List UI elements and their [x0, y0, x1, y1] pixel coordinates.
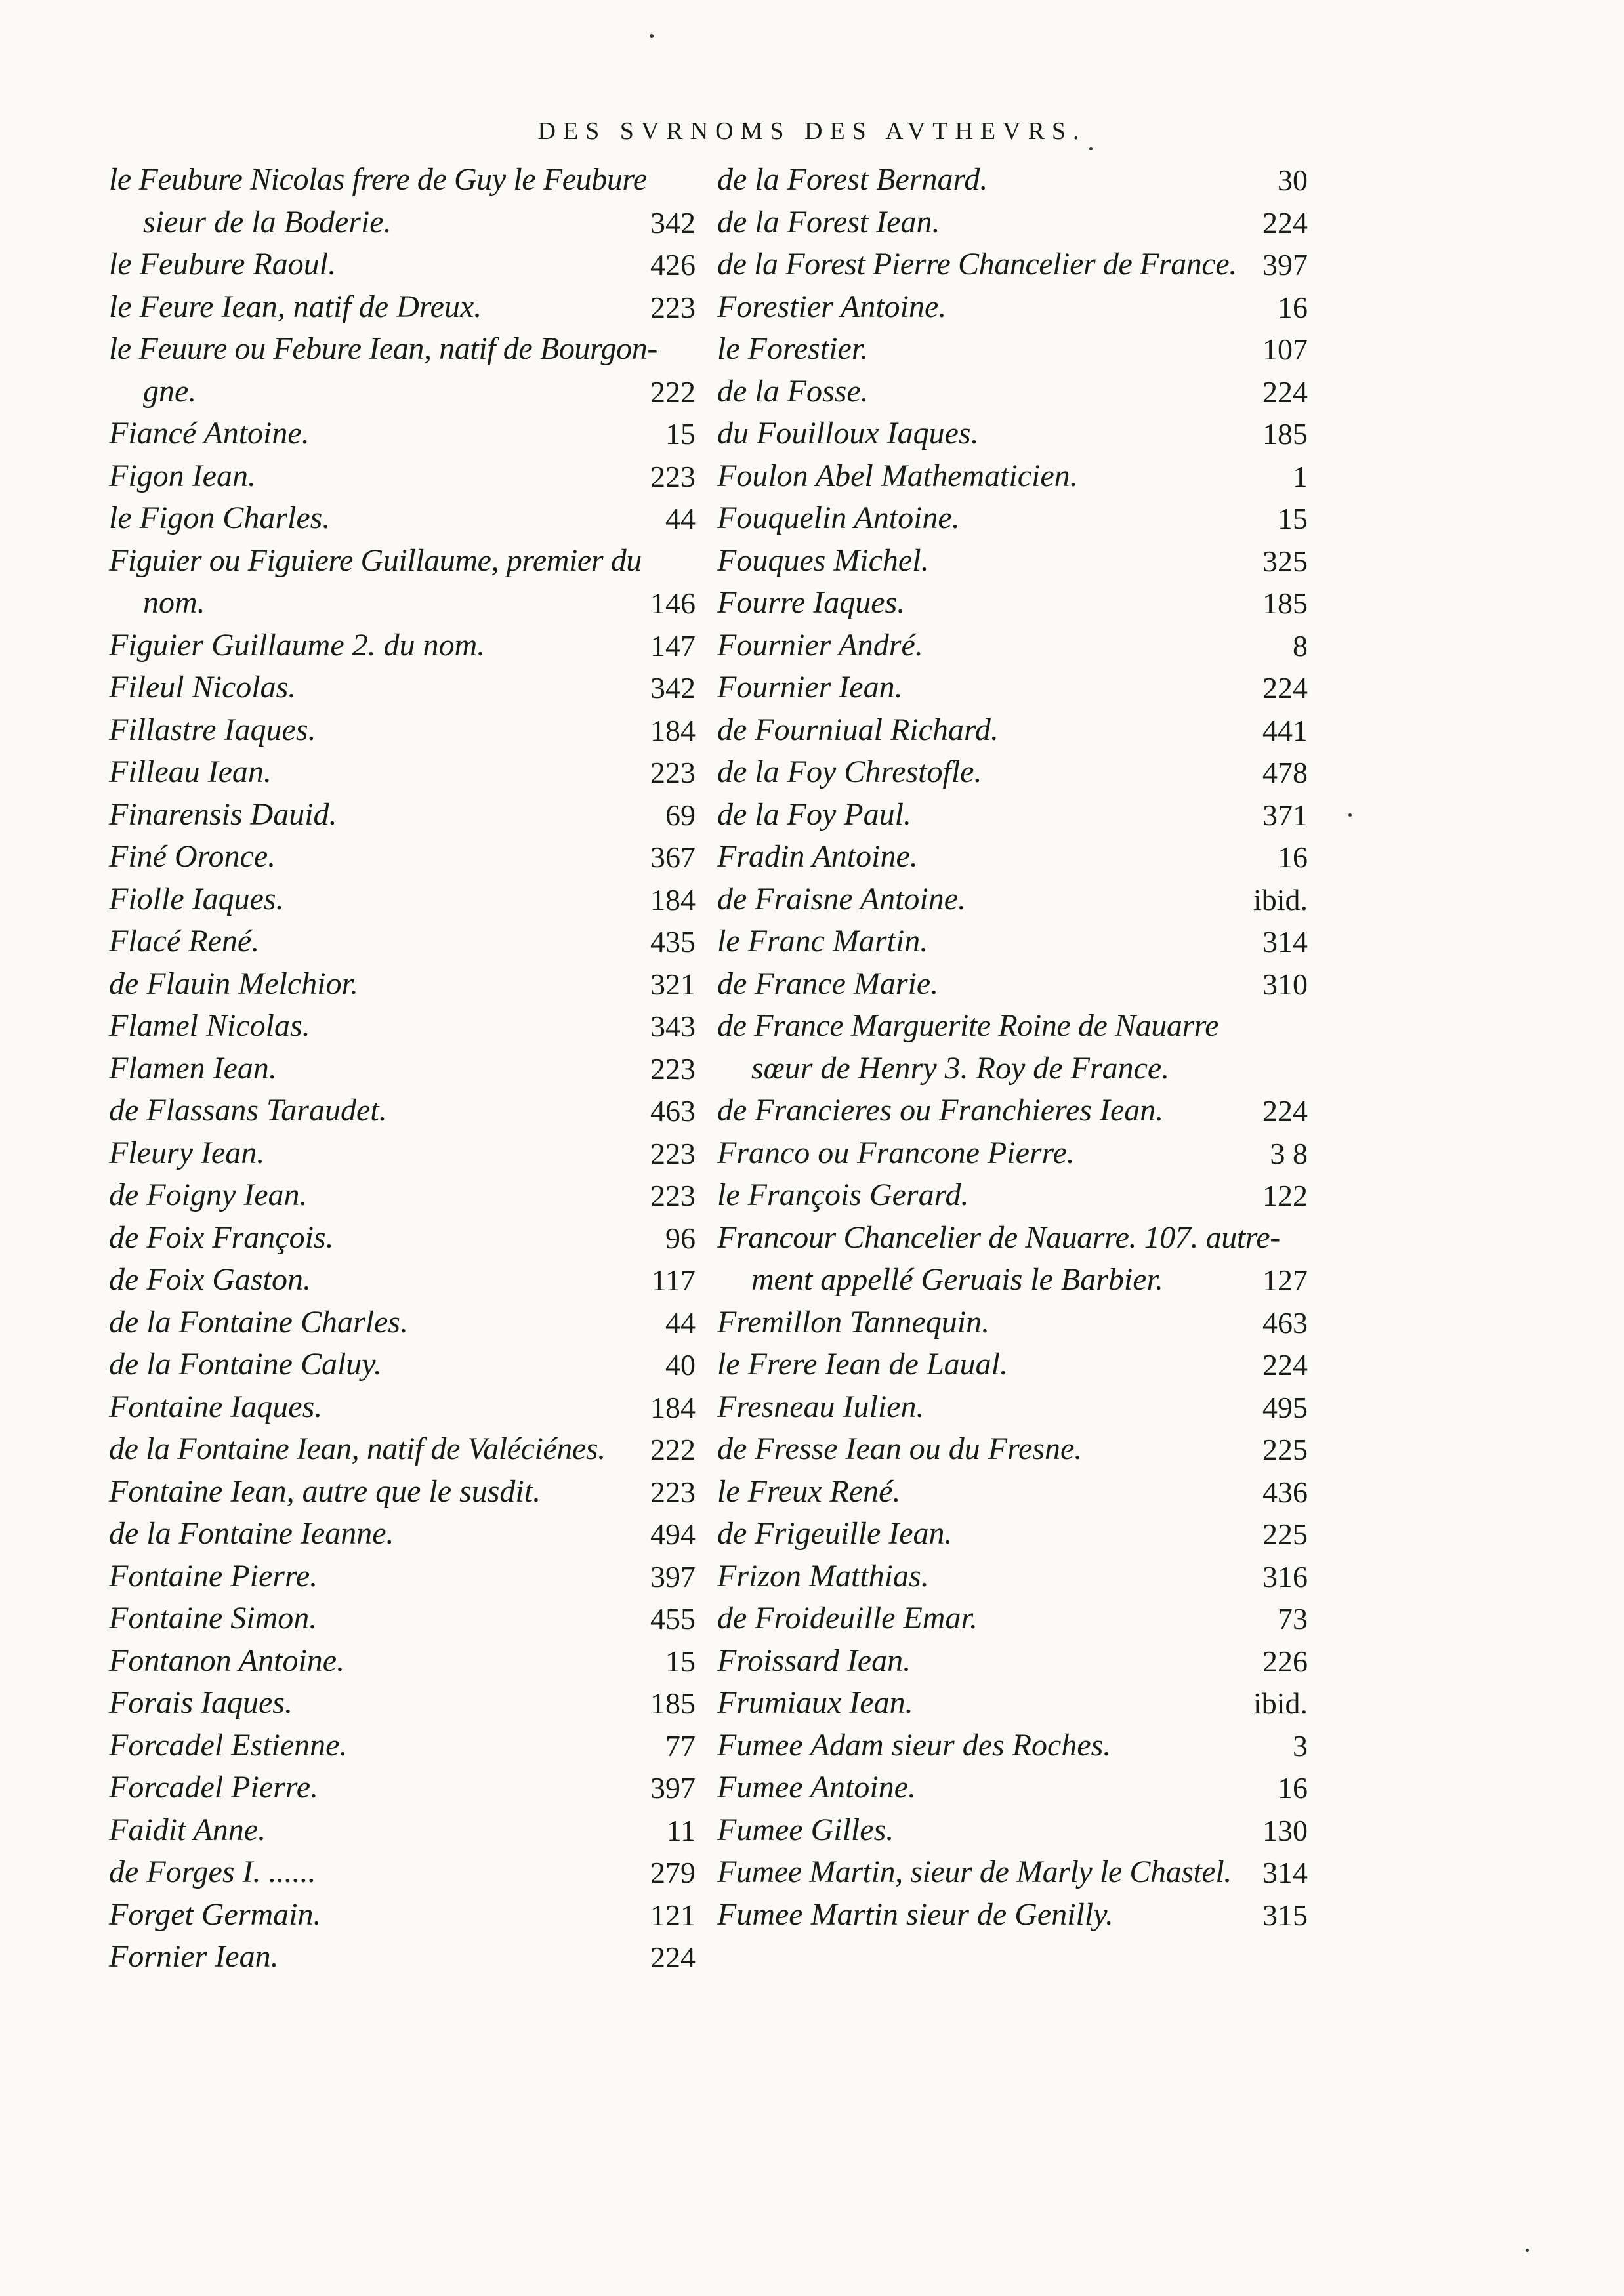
index-entry	[717, 1554, 1308, 1597]
entry-name: Fiancé Antoine.	[109, 416, 310, 451]
entry-page-number: 146	[650, 586, 696, 620]
index-entry	[109, 1850, 696, 1893]
entry-page-number: 15	[1278, 502, 1308, 535]
entry-name: Filleau Iean.	[109, 754, 272, 789]
index-entry	[717, 1385, 1308, 1427]
index-entry	[109, 157, 696, 200]
entry-name: le Feubure Raoul.	[109, 247, 337, 281]
entry-page-number: 185	[650, 1687, 696, 1720]
index-entry	[717, 1046, 1308, 1089]
entry-name: de la Forest Iean.	[717, 204, 940, 239]
entry-name: Finé Oronce.	[109, 839, 276, 874]
index-entry	[109, 496, 696, 539]
entry-name: de France Marie.	[717, 966, 939, 1001]
entry-page-number: 1	[1293, 459, 1308, 493]
index-entry	[717, 665, 1308, 708]
entry-page-number: 314	[1262, 1856, 1308, 1889]
entry-page-number: ibid.	[1253, 1687, 1308, 1720]
entry-page-number: 223	[650, 459, 696, 493]
index-entry	[717, 1893, 1308, 1935]
index-entry	[109, 1808, 696, 1851]
entry-page-number: 44	[665, 1305, 696, 1340]
index-column-left	[109, 157, 696, 1977]
index-entry	[109, 539, 696, 581]
index-entry	[109, 1723, 696, 1766]
entry-page-number: 3	[1293, 1729, 1308, 1763]
index-entry	[109, 1469, 696, 1512]
entry-name: Fumee Antoine.	[717, 1770, 917, 1805]
ink-speck	[650, 34, 654, 38]
index-entry	[717, 919, 1308, 962]
entry-name: Fumee Martin sieur de Genilly.	[717, 1896, 1114, 1932]
entry-page-number: 224	[650, 1940, 696, 1974]
entry-name: le Feubure Nicolas frere de Guy le Feubure	[109, 162, 647, 197]
index-entry	[109, 411, 696, 454]
entry-name: de Foix Gaston.	[109, 1262, 311, 1297]
index-entry	[109, 665, 696, 708]
entry-page-number: 222	[650, 1433, 696, 1466]
index-entry	[717, 581, 1308, 623]
entry-name: Fumee Gilles.	[717, 1812, 894, 1847]
entry-page-number: 223	[650, 1475, 696, 1509]
ink-speck	[1526, 2249, 1529, 2252]
entry-page-number: 16	[1278, 840, 1308, 874]
entry-name: Faidit Anne.	[109, 1812, 266, 1847]
entry-name: Fouquelin Antoine.	[717, 501, 960, 535]
entry-page-number: 325	[1262, 544, 1308, 578]
index-entry	[109, 1596, 696, 1639]
entry-page-number: 435	[650, 925, 696, 958]
index-entry	[109, 1004, 696, 1046]
entry-name: Flacé René.	[109, 924, 260, 958]
entry-page-number: 184	[650, 713, 696, 747]
index-entry	[717, 1765, 1308, 1808]
entry-name: Flamen Iean.	[109, 1050, 277, 1086]
index-entry	[717, 327, 1308, 369]
index-entry	[109, 708, 696, 750]
entry-name: de la Fontaine Iean, natif de Valéciénes.	[109, 1431, 606, 1466]
entry-name: de la Fosse.	[717, 373, 869, 409]
entry-page-number: ibid.	[1253, 882, 1308, 916]
entry-page-number: 96	[665, 1221, 696, 1255]
entry-page-number: 223	[650, 290, 696, 324]
entry-name: Fontaine Simon.	[109, 1601, 318, 1635]
entry-name: Franco ou Francone Pierre.	[717, 1135, 1075, 1170]
index-entry	[109, 834, 696, 877]
entry-name: Froissard Iean.	[717, 1643, 911, 1678]
index-entry	[109, 285, 696, 327]
index-entry	[717, 1808, 1308, 1851]
entry-name: Frumiaux Iean.	[717, 1685, 913, 1720]
entry-page-number: 426	[650, 248, 696, 281]
entry-name: le Freux René.	[717, 1473, 901, 1509]
index-entry	[109, 1258, 696, 1300]
entry-page-number: 73	[1278, 1602, 1308, 1635]
index-entry	[109, 792, 696, 835]
index-entry	[109, 327, 696, 369]
index-entry	[717, 1216, 1308, 1258]
index-entry	[717, 1723, 1308, 1766]
index-entry	[109, 1088, 696, 1131]
entry-name: ment appellé Geruais le Barbier.	[751, 1262, 1163, 1297]
entry-name: de Froideuille Emar.	[717, 1601, 978, 1635]
entry-page-number: 316	[1262, 1559, 1308, 1593]
entry-page-number: 185	[1262, 586, 1308, 620]
entry-page-number: 44	[665, 502, 696, 535]
entry-page-number: 226	[1262, 1644, 1308, 1678]
index-entry	[109, 1300, 696, 1343]
entry-page-number: 222	[650, 375, 696, 409]
entry-page-number: 343	[650, 1010, 696, 1043]
index-entry	[717, 877, 1308, 920]
entry-page-number: 15	[665, 417, 696, 451]
entry-page-number: 184	[650, 1390, 696, 1424]
index-entry	[109, 1131, 696, 1174]
index-entry	[109, 962, 696, 1004]
entry-name: de Francieres ou Franchieres Iean.	[717, 1093, 1164, 1128]
entry-name: de Flauin Melchior.	[109, 966, 358, 1001]
entry-page-number: 130	[1262, 1813, 1308, 1847]
index-entry	[717, 369, 1308, 412]
entry-name: de la Fontaine Caluy.	[109, 1347, 382, 1382]
entry-name: Francour Chancelier de Nauarre. 107. autre-	[717, 1220, 1280, 1255]
entry-page-number: 15	[665, 1644, 696, 1678]
entry-page-number: 224	[1262, 1094, 1308, 1128]
index-entry	[717, 1088, 1308, 1131]
entry-name: sieur de la Boderie.	[143, 204, 392, 239]
index-entry	[717, 539, 1308, 581]
entry-name: Fournier André.	[717, 627, 923, 663]
entry-page-number: 279	[650, 1856, 696, 1889]
entry-page-number: 16	[1278, 1771, 1308, 1805]
index-entry	[717, 1639, 1308, 1681]
index-entry	[109, 877, 696, 920]
index-entry	[717, 834, 1308, 877]
index-entry	[109, 1893, 696, 1935]
index-entry	[109, 623, 696, 666]
index-entry	[717, 157, 1308, 200]
entry-page-number: 11	[666, 1813, 696, 1847]
entry-page-number: 40	[665, 1348, 696, 1382]
entry-page-number: 224	[1262, 375, 1308, 409]
index-entry	[109, 1765, 696, 1808]
index-entry	[109, 750, 696, 792]
entry-page-number: 463	[650, 1094, 696, 1128]
entry-page-number: 184	[650, 882, 696, 916]
entry-name: nom.	[143, 585, 205, 620]
entry-name: Fumee Adam sieur des Roches.	[717, 1727, 1112, 1763]
entry-name: Figuier Guillaume 2. du nom.	[109, 627, 486, 663]
entry-name: Fournier Iean.	[717, 670, 903, 705]
index-entry	[109, 1554, 696, 1597]
index-entry	[717, 1427, 1308, 1469]
entry-name: Fontaine Pierre.	[109, 1558, 318, 1593]
entry-page-number: 397	[1262, 248, 1308, 281]
entry-page-number: 224	[1262, 1348, 1308, 1382]
entry-page-number: 223	[650, 1136, 696, 1170]
entry-name: Fontaine Iean, autre que le susdit.	[109, 1473, 541, 1509]
index-entry	[717, 708, 1308, 750]
entry-name: de la Forest Bernard.	[717, 162, 988, 197]
entry-name: le Figon Charles.	[109, 501, 331, 535]
index-entry	[109, 369, 696, 412]
index-entry	[109, 1216, 696, 1258]
index-entry	[109, 1639, 696, 1681]
entry-page-number: 436	[1262, 1475, 1308, 1509]
entry-name: Figon Iean.	[109, 458, 256, 493]
entry-page-number: 478	[1262, 756, 1308, 789]
index-entry	[109, 242, 696, 285]
entry-name: le Forestier.	[717, 331, 869, 366]
entry-name: Fremillon Tannequin.	[717, 1304, 990, 1340]
entry-page-number: 342	[650, 205, 696, 239]
index-entry	[717, 962, 1308, 1004]
entry-name: de la Foy Paul.	[717, 796, 911, 832]
index-entry	[109, 1173, 696, 1216]
index-entry	[717, 1511, 1308, 1554]
entry-name: Fleury Iean.	[109, 1135, 265, 1170]
entry-page-number: 310	[1262, 967, 1308, 1001]
entry-name: le François Gerard.	[717, 1178, 969, 1212]
index-entry	[717, 285, 1308, 327]
entry-page-number: 122	[1262, 1179, 1308, 1212]
entry-name: de France Marguerite Roine de Nauarre	[717, 1008, 1219, 1043]
entry-name: le Frere Iean de Laual.	[717, 1347, 1008, 1382]
index-entry	[109, 1935, 696, 1977]
entry-name: Fouques Michel.	[717, 543, 929, 578]
entry-page-number: 367	[650, 840, 696, 874]
entry-page-number: 147	[650, 628, 696, 663]
entry-page-number: 127	[1262, 1263, 1308, 1297]
index-entry	[717, 411, 1308, 454]
entry-page-number: 117	[651, 1263, 696, 1297]
entry-page-number: 30	[1278, 163, 1308, 197]
index-entry	[109, 1046, 696, 1089]
entry-page-number: 397	[650, 1559, 696, 1593]
index-entry	[717, 200, 1308, 243]
entry-name: Fresneau Iulien.	[717, 1389, 925, 1424]
index-entry	[717, 1469, 1308, 1512]
entry-page-number: 223	[650, 1052, 696, 1086]
index-entry	[717, 1258, 1308, 1300]
entry-page-number: 185	[1262, 417, 1308, 451]
entry-page-number: 342	[650, 671, 696, 705]
entry-name: Forais Iaques.	[109, 1685, 293, 1720]
entry-page-number: 69	[665, 798, 696, 832]
entry-name: Fiolle Iaques.	[109, 881, 284, 916]
entry-name: de la Fontaine Charles.	[109, 1304, 408, 1340]
index-entry	[717, 623, 1308, 666]
index-entry	[717, 792, 1308, 835]
page-header: DES SVRNOMS DES AVTHEVRS.	[537, 117, 1087, 145]
index-entry	[109, 1511, 696, 1554]
entry-name: Figuier ou Figuiere Guillaume, premier du	[109, 543, 642, 578]
entry-name: le Feure Iean, natif de Dreux.	[109, 289, 482, 324]
entry-page-number: 315	[1262, 1898, 1308, 1932]
index-entry	[717, 496, 1308, 539]
index-entry	[109, 1342, 696, 1385]
entry-page-number: 463	[1262, 1305, 1308, 1340]
entry-name: Frizon Matthias.	[717, 1558, 929, 1593]
entry-name: de Fresse Iean ou du Fresne.	[717, 1431, 1083, 1466]
entry-name: Flamel Nicolas.	[109, 1008, 310, 1043]
entry-name: Forget Germain.	[109, 1896, 322, 1932]
index-entry	[717, 1850, 1308, 1893]
entry-name: de Foigny Iean.	[109, 1178, 308, 1212]
entry-name: de Frigeuille Iean.	[717, 1516, 953, 1551]
entry-page-number: 224	[1262, 671, 1308, 705]
entry-name: Foulon Abel Mathematicien.	[717, 458, 1078, 493]
entry-page-number: 314	[1262, 925, 1308, 958]
entry-name: du Fouilloux Iaques.	[717, 416, 979, 451]
index-entry	[717, 1131, 1308, 1174]
entry-name: le Franc Martin.	[717, 924, 928, 958]
entry-name: sœur de Henry 3. Roy de France.	[751, 1050, 1170, 1086]
entry-name: Fontanon Antoine.	[109, 1643, 345, 1678]
index-entry	[109, 919, 696, 962]
entry-page-number: 455	[650, 1602, 696, 1635]
index-entry	[109, 1385, 696, 1427]
entry-name: de la Fontaine Ieanne.	[109, 1516, 394, 1551]
entry-name: gne.	[143, 373, 197, 409]
entry-page-number: 77	[665, 1729, 696, 1763]
entry-name: Forcadel Pierre.	[109, 1770, 319, 1805]
entry-page-number: 3 8	[1270, 1136, 1308, 1170]
entry-page-number: 8	[1293, 628, 1308, 663]
entry-page-number: 223	[650, 756, 696, 789]
index-entry	[109, 1681, 696, 1723]
index-entry	[109, 200, 696, 243]
entry-name: de Forges I. ......	[109, 1855, 316, 1889]
entry-page-number: 397	[650, 1771, 696, 1805]
entry-page-number: 121	[650, 1898, 696, 1932]
ink-speck	[1089, 147, 1093, 150]
index-entry	[109, 581, 696, 623]
entry-page-number: 225	[1262, 1433, 1308, 1466]
entry-page-number: 441	[1262, 713, 1308, 747]
entry-name: Fourre Iaques.	[717, 585, 906, 620]
index-entry	[717, 1173, 1308, 1216]
entry-page-number: 224	[1262, 205, 1308, 239]
entry-name: de Fraisne Antoine.	[717, 881, 967, 916]
index-entry	[717, 1300, 1308, 1343]
entry-name: Fradin Antoine.	[717, 839, 918, 874]
entry-page-number: 225	[1262, 1517, 1308, 1551]
entry-name: Fileul Nicolas.	[109, 670, 297, 705]
index-entry	[717, 1342, 1308, 1385]
ink-speck	[1348, 813, 1352, 817]
entry-page-number: 494	[650, 1517, 696, 1551]
index-entry	[717, 1596, 1308, 1639]
entry-name: de la Forest Pierre Chancelier de France.	[717, 247, 1237, 281]
entry-name: Forestier Antoine.	[717, 289, 947, 324]
entry-page-number: 107	[1262, 333, 1308, 366]
entry-page-number: 495	[1262, 1390, 1308, 1424]
index-entry	[717, 1681, 1308, 1723]
index-entry	[717, 750, 1308, 792]
entry-name: Finarensis Dauid.	[109, 796, 337, 832]
entry-name: de Fourniual Richard.	[717, 712, 999, 747]
entry-page-number: 223	[650, 1179, 696, 1212]
entry-name: Fumee Martin, sieur de Marly le Chastel.	[717, 1855, 1232, 1889]
index-entry	[717, 1004, 1308, 1046]
entry-name: de Foix François.	[109, 1220, 334, 1255]
entry-page-number: 16	[1278, 290, 1308, 324]
index-entry	[109, 1427, 696, 1469]
entry-page-number: 321	[650, 967, 696, 1001]
entry-name: le Feuure ou Febure Iean, natif de Bourgon-	[109, 331, 657, 366]
entry-page-number: 371	[1262, 798, 1308, 832]
index-entry	[717, 454, 1308, 497]
index-entry	[109, 454, 696, 497]
entry-name: de la Foy Chrestofle.	[717, 754, 982, 789]
entry-name: Forcadel Estienne.	[109, 1727, 348, 1763]
entry-name: Fillastre Iaques.	[109, 712, 316, 747]
entry-name: Fontaine Iaques.	[109, 1389, 323, 1424]
index-column-right	[717, 157, 1308, 1935]
entry-name: Fornier Iean.	[109, 1939, 279, 1974]
entry-name: de Flassans Taraudet.	[109, 1093, 387, 1128]
index-entry	[717, 242, 1308, 285]
